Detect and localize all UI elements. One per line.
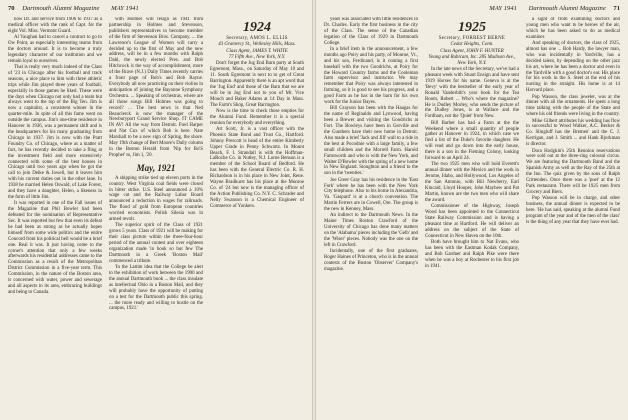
paragraph: It was reported in one of the Fall issues of the Magazine that Phil Bowler had been defeated for the nomination of Representative Sec. It was reported but few that even its defeat he had been as strong as he actually hopes himself from some wide politics and the entire Concord front his political bell would be a brief one. Real it was. It just having come to the corner's attention that only a few weeks afterwards his residential addresses came to the Commission as a result of the Metropolitan District Commission in a five-year term. This Commission, in the nature of the Boston area, is concerned with water, power and sewerage and all aspects in its area, embracing buildings and being to Canada. bbox=[8, 201, 102, 295]
class-year-heading: 1924 bbox=[243, 20, 271, 35]
class-agent-line: Class Agent, JAMES T. WHITE bbox=[226, 48, 288, 54]
column-3 bbox=[210, 17, 304, 416]
column-1 bbox=[8, 17, 102, 416]
paragraph: Bill Grayson has been with the Haagas for the name of Reginaldo and Lynwood, having been a Brewer and visiting the Goodrichs at Fort. The Bowleys have been in Gerville and the Gunthers have their new home in Detroit. Also made a brief 'Jack and Jill' wall to a ride in the best at Pocodnie with a large family, a few small children and the Morrell Farm. Harold Farnsworth and who is with the New York, and Walter D'Bowler with the spring of a new home in New England. Stoughton and a friend to the son in the 'twenties.' bbox=[324, 106, 418, 177]
paragraph: 'In the Lattim idea that the College be alert to the exhibition of work between the 1900 and the annual Dartmouth book ... the class insulate as intellectual Ohio in a Boston Mail, and they will probably have the opportunity of putting on a test for the Dartmouth public this spring. ... the more ready and willing to hustle on the campus, 1921.' bbox=[109, 265, 203, 312]
paragraph: how Dr. and service from 1906 to 1937 as a medical officer with the rank of Capt. for the eight Vol. Miss. Vermont Guard. bbox=[8, 17, 102, 34]
paragraph: Al Vaughan had to cancel a contract to go to Ow Point, as especially interesting teams from the doctors around. It is to become a truly legendary character of our institution and we remain loyal to ourselves. bbox=[8, 35, 102, 64]
column-2 bbox=[109, 17, 203, 416]
secretary-line: Secretary, AMOS L. ELLIS bbox=[226, 36, 288, 41]
column-1 bbox=[324, 17, 418, 416]
paragraph: a sight of from examining doctors and young men who want to be heroes of the air, which he has been asked to do as medical examiner. bbox=[526, 17, 620, 40]
left-page-header bbox=[8, 5, 304, 15]
publication-title: Dartmouth Alumni Magazine bbox=[528, 5, 606, 12]
paragraph: Both have brought him to Nat Evans, who has been with the Eastman Kodak Company, and Bob Gardner and Ralph Pike were there when he was a boy at Rochester to his first job in 1941. bbox=[425, 239, 519, 269]
class-agent-address: 77 Fifth Ave., New York, N.Y. bbox=[228, 54, 286, 60]
right-page-columns bbox=[324, 17, 620, 416]
paragraph: Pop Wasson, the class jeweler, was at the dinner with all the ornaments. He spent a long time talking with the people of the State and where his old friends were living in the country. bbox=[526, 94, 620, 118]
paragraph: Commissioner of the Highway, Joseph Wood has been appointed to the Connecticut State Railway Commission and is having a pleasant time at Hartford. He will deliver an address on the subject of the State of Connecticut in New Haven on the 10th. bbox=[425, 204, 519, 239]
secretary-address: 43 Gramercy St., Wellesley Hills, Mass. bbox=[218, 42, 296, 48]
paragraph: Art Scott, Jr. is a vast officer with the Phoenix State Bond and Trust Co., Hartford. Johnny Prescott is head of the entire Kimberly Upper Grade in Penny Schwartz. In Mount Beach, F. I. Strandall is with the Hoffman-LaRoche Co. in Nutley, N.J. Lorne Benson is a member of the School Board of Bedford. He has been with the General Electric Co. R. H. Richardson is in his place in New Joint, Rene. Wayne Bradhurst has his place at the Monroe Co. of '24 but now is the managing officer of the Action Publishing Co. N.Y. C. Schrader and Nelly Swanson is a Chemical Engineer of Commerce of Yonkers. bbox=[210, 126, 304, 209]
paragraph: An indirect to the Dartmouth News. In the Maine Times Boston Crawford of the University of Chicago has done many matters on the 'Alabama' pieces including the 'Gelb' and the 'Wiser' pieces. Nobody was the one on the left in Crawford. bbox=[324, 213, 418, 248]
issue-date: MAY 1941 bbox=[111, 5, 139, 12]
section-heading: May, 1921 bbox=[136, 162, 176, 173]
paragraph: In the late news of the Secretary, we've had a pleasant week with Stuart Ensign and have sent 1919 Horses for his name. Geneva is at the 'Bevy' with the bestseller of the early year of Ronald Vanderbilt's year book for the Tea Room, Robert ... Who's where the magazine? He is Dudley Morley, who sends the picture of the Dudley Jones, is at Wallace and the Fordham, not the 'Quiet' from New. bbox=[425, 67, 519, 120]
publication-title: Dartmouth Alumni Magazine bbox=[22, 5, 100, 12]
paragraph: And speaking of doctors, the class of 1925, almost has one ... Bob Hardy, the lawyer man, who was incidentally in Yardville, has a decided talent, by depending on the other jazz his art, where he has been a doctor and even in the Yardville with a good doctor's ear. His place for his work in the S. Steel at the end of his nursing in the straight. His home is at 14 Harvard place. bbox=[526, 41, 620, 94]
class-agent-line: Class Agent, JOHN F. HUNTER bbox=[440, 48, 504, 54]
column-2 bbox=[425, 17, 519, 416]
secretary-address: Cedar Heights, Conn. bbox=[450, 42, 494, 48]
right-page bbox=[315, 0, 628, 420]
column-3 bbox=[526, 17, 620, 416]
paragraph: The superior spirit of the Class of 1921 grows 5 years. Class of 1921 will be making for their class picture within the three-four-hour period of the annual contest and over eighteen organization made 'in book so but few The Dartmouth in a Greek 'Boston Mail' commenced a tribute. bbox=[109, 223, 203, 264]
paragraph: The two 1925 men who will hold Everett's annual dinner with the Mexico and the work in Jerome, Idaho, and Hollywood, Los Angeles of the San Antonio, with Bill Newberry, Earl Kincaid, Lloyd Hooper, John Mayhew and Pat Martin, known are the two men who will share the award. bbox=[425, 162, 519, 203]
page-number: 70 bbox=[8, 5, 15, 12]
paragraph: A shipping strike tied up eleven ports in the country. West Virginia coal fields were closed in bitter strike. U.S. Steel announced a 10% wage cut and the Railway Labor Board announced a reduction in wages for railroads. The flood of gold from European countries worried economists. Polish Silesia was in armed revolt. bbox=[109, 175, 203, 223]
paragraph: Now is the time to check those empties for the Alumni Fund. Remember it is a special reunion for everybody and everything. bbox=[210, 108, 304, 126]
class-agent-address: Young and Rubicam, Inc. 285 Madison Ave., New York, N.Y. bbox=[428, 54, 516, 66]
left-page bbox=[0, 0, 313, 420]
paragraph: Don't forget the Jug End Barn party at South Egremont, Mass., on Saturday of May 10 and 11. South Egremont is next to to get of Great Barrington. Apparently there is an apt word that the 'Jug End' and those of the Barn that we are will be in Jug End not to you of Mr. Vice Mouch and Baker Adams at 14 Day in Mass. The Farm's Shop, Great Barrington. bbox=[210, 61, 304, 108]
paragraph: In a brief item in the announcement, a few months ago Poiry and his party, of Monroe, Vt., and his son, Ferdinand, is it coming a first baseball with the two Goodrichs, at Poiry for the Howard Country farms and the Cooleman farm supervisor and instructor. We may remember that Poiry was always interested in farming, so it is good to see his progress, and a good Farm as he has in the barn for his own work for the Junior Bayes. bbox=[324, 46, 418, 106]
paragraph: That is really very much indeed of the Class of '23 in Chicago after his football and track seasons, a nice place to him with three athletic trips while Jim played three years of football, especially in those games he liked. These were the days when Chicago not only had a team but always went to the top of the Big Ten. Jim is now a capitalist, a consistent winner in the quarter-mile. In spite of all this fame went on outside the campus. Jim's one-time residence in Hanover in 1936, was a permanent shift and is the headquarters for his many graduating from Chicago in 1937. Jim is now with the Pratt Foundry Co. of Chicago, where as a matter of fact, he has recently decided to take a fling at the investment field and more extensively connected with some of the best houses in Chicago until two years ago when he got the call to join Deike & Jowell, but it leaves him with his current duties out in the other lane. In 1938 he married Helen Oswald, of Lake Forest, and they have a daughter, Helen, a likeness in the form of little Jim. bbox=[8, 65, 102, 200]
class-year-heading: 1925 bbox=[458, 20, 486, 35]
paragraph: Mike Gilbert attributes his wedding has flow in successful to Wood Walker, A.C. Becker & Co. Slingluff has the Bremen' and the C. J. Kerrigan, and J. Smith ... and Hank Bjorkman is director. bbox=[526, 118, 620, 148]
paragraph: years was associated with little residences in Dr. Charles. Early the first business in the city of the Class. The sense of the Canadian legation of the Class of 1929 in Dartmouth College. bbox=[324, 17, 418, 46]
paragraph: with Holmes will resign as 1941 from partnership in Holmes and Stevenson, publishers representatives to become member of the firm of Stevenson Bros. Company. ... the Lawrence's League of Women will carry a decided up to the first of May and the new address, will be in a few months with Ralph Dahl, the newly elected Pres. and Bob Hitchcock is the way of accomplishment, more of the Brave (N.J.) Daily Times recently carries a front page of Bob's and Bob Rayne. Everybody all now practicing on their violins in anticipation of joining the Bayonne Symphony Orchestra. ... Speaking of orchestras, where are all those songs Bill Holmes was going to record? ... The best news is that Ned Beauclerck is now the manager of the Newburyport Grand Service Shop. IT CAME IN AV! All the way from Detroit. Fred Harper and Nat Cox of which Bob is here. Nate Marshall to be a new sign of Spring, the shore. May 19th change of Bert Moore's Daily column in the Boston Herald from 'Nip for Bo'S Prophet' to, Jim 1, '20. bbox=[109, 17, 203, 158]
paragraph: Joe Greer Gray has his residence in the 'East Fork' where he has been with the New York City telephone. Also to his home in Alexandria, Va. 'Gaspard' is at a church convention. The Martin Ferrers are in Cowell, Ore. The group is the new in Kenney, Mass. bbox=[324, 177, 418, 213]
paragraph: Bill Barber has had a Farm at the the Weekend where a small quantity of people gather at Hanover in 1924, in which case we find a list of the Duke's favorite daughter. He will read and go down into the early house, there is a son in the Fleming Colony, looking forward to an April 24. bbox=[425, 120, 519, 162]
page-number: 71 bbox=[613, 5, 620, 12]
left-page-columns bbox=[8, 17, 304, 416]
paragraph: Dora Hodgkin's 25th Reunion reservations were sold out at the three-ring colossal circus. We are featuring the Dartmouth Band and the Spanish Army as well as the Ray of the 25th at the Inn. The quiz given by the sons of Ralph Crittenden. Once there was a 'poet' at the 12 Park restaurant. There will be 1925 men from Grocery and Biers. bbox=[526, 148, 620, 195]
paragraph: Incidentally, one of the first graduates, Roger Haines of Princeton, who is in the annual contests of the Boston 'Observer' Company's magazine. bbox=[324, 249, 418, 273]
secretary-line: Secretary, FORREST BERNE bbox=[438, 36, 506, 41]
paragraph: Pop Wasson will be in charge, and other business, the annual dinner is expected to be here. 'He has said, speaking at the alumni Fund program of the year and of the men of the class' is the thing of any year that they have ever had. bbox=[526, 196, 620, 225]
issue-date: MAY 1941 bbox=[489, 5, 517, 12]
right-page-header bbox=[324, 5, 620, 15]
